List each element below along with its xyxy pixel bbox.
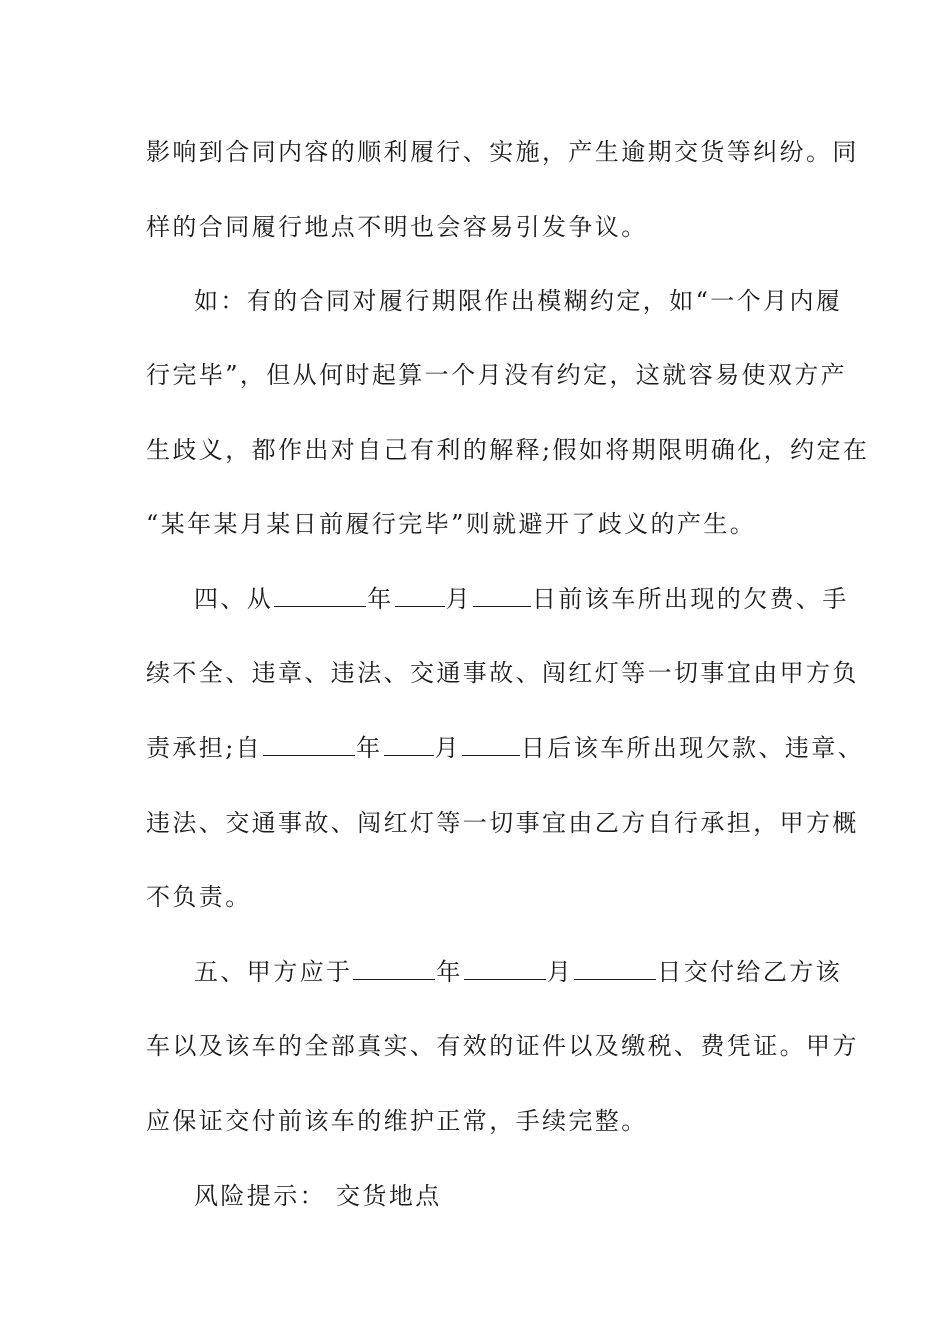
clause-text: 月: [434, 734, 461, 762]
paragraph-line: “某年某月某日前履行完毕”则就避开了歧义的产生。: [146, 510, 757, 538]
paragraph-line: 样的合同履行地点不明也会容易引发争议。: [146, 213, 648, 241]
blank-month: [384, 733, 434, 756]
clause-text: 日前该车所出现的欠费、手: [532, 585, 849, 613]
risk-tip-line: [194, 1181, 442, 1211]
clause-4-line: [194, 584, 849, 614]
clause-text: 月: [546, 958, 574, 986]
blank-year: [353, 957, 435, 980]
blank-month: [464, 957, 546, 980]
paragraph-line: 生歧义，都作出对自己有利的解释;假如将期限明确化，约定在: [146, 436, 870, 464]
clause-4-line: 违法、交通事故、闯红灯等一切事宜由乙方自行承担，甲方概: [146, 809, 859, 837]
clause-5-line: 应保证交付前该车的维护正常，手续完整。: [146, 1107, 648, 1135]
blank-year: [263, 733, 355, 756]
clause-text: 年: [436, 958, 463, 986]
clause-text: 责承担;自: [146, 734, 263, 762]
blank-day: [473, 584, 531, 607]
paragraph-line: 影响到合同内容的顺利履行、实施，产生逾期交货等纠纷。同: [146, 138, 859, 166]
risk-tip-label: 风险提示：: [194, 1182, 326, 1210]
clause-4-line: 续不全、违章、违法、交通事故、闯红灯等一切事宜由甲方负: [146, 659, 859, 687]
clause-4-line: [146, 733, 864, 763]
risk-tip-value: 交货地点: [336, 1182, 442, 1210]
blank-day: [462, 733, 520, 756]
clause-text: 日后该车所出现欠款、违章、: [520, 734, 865, 762]
clause-text: 四、从: [194, 585, 274, 613]
clause-5-line: 车以及该车的全部真实、有效的证件以及缴税、费凭证。甲方: [146, 1032, 859, 1060]
clause-text: 五、甲方应于: [194, 958, 353, 986]
paragraph-line: 如：有的合同对履行期限作出模糊约定，如“一个月内履: [194, 287, 843, 315]
paragraph-line: 行完毕”，但从何时起算一个月没有约定，这就容易使双方产: [146, 361, 848, 389]
clause-4-line: 不负责。: [146, 883, 252, 911]
blank-year: [274, 584, 366, 607]
clause-5-line: [194, 957, 842, 987]
blank-month: [395, 584, 445, 607]
clause-text: 月: [445, 585, 473, 613]
clause-text: 年: [356, 734, 383, 762]
clause-text: 日交付给乙方该: [657, 958, 843, 986]
blank-day: [574, 957, 656, 980]
clause-text: 年: [367, 585, 394, 613]
